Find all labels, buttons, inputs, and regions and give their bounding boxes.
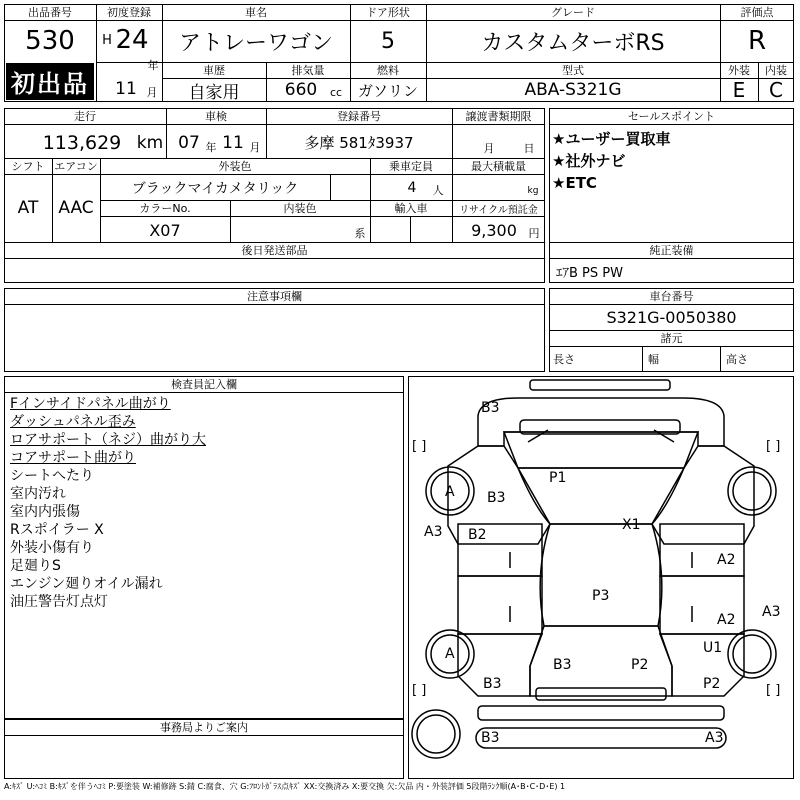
damage-label: A3: [705, 730, 724, 746]
spare-tire: [412, 710, 460, 758]
doc-month-unit: 月: [483, 142, 495, 155]
damage-label: P2: [631, 657, 649, 673]
damage-label: A: [445, 646, 455, 662]
bracket: [ ]: [412, 439, 427, 454]
damage-label: P1: [549, 470, 567, 486]
bracket: [ ]: [766, 683, 781, 698]
equipment-label: 純正装備: [649, 244, 694, 257]
inspector-remark: シートへたり: [10, 468, 94, 484]
first-reg-month-unit: 月: [146, 86, 158, 99]
dims-label: 諸元: [660, 332, 683, 345]
capacity-label: 乗車定員: [389, 160, 433, 173]
mileage-label: 走行: [74, 110, 96, 123]
rear-body: [530, 626, 672, 696]
inspector-remark: 室内汚れ: [10, 486, 66, 502]
recycle-unit: 円: [528, 227, 540, 240]
inspector-remark: ロアサポート（ネジ）曲がり大: [10, 432, 206, 448]
dims-length: 長さ: [553, 353, 575, 366]
colorno-value: X07: [149, 220, 181, 240]
load-label: 最大積載量: [471, 160, 526, 173]
front-body: [478, 398, 724, 446]
dims-width: 幅: [648, 353, 659, 366]
equipment-value: ｴｱB PS PW: [556, 265, 623, 281]
inspection-month: 11: [222, 133, 244, 153]
inspector-remark: 室内内張傷: [10, 504, 80, 520]
lot-label: 出品番号: [28, 6, 72, 19]
doors-label: ドア形状: [366, 6, 410, 19]
exterior-color-label: 外装色: [218, 160, 252, 173]
legend-text: A:ｷｽﾞ U:ﾍｺﾐ B:ｷｽﾞを伴うﾍｺﾐ P:要塗装 W:補修跡 S:錆 C:腐食、穴 G:ﾌﾛﾝﾄｶﾞﾗｽ点ｷｽﾞ XX:交換済み X:要交換 欠:欠品 内・外装評価 5段階ﾗﾝｸ順(A･B･C･D･E) 1: [4, 782, 566, 791]
front-bumper-top: [530, 380, 670, 390]
bracket: [ ]: [766, 439, 781, 454]
capacity-unit: 人: [432, 184, 444, 197]
mileage-unit: km: [136, 133, 164, 153]
first-reg-label: 初度登録: [107, 6, 151, 19]
notes-label: 注意事項欄: [247, 290, 302, 303]
first-listing-text: 初出品: [11, 70, 89, 98]
tailgate-strip: [476, 728, 726, 748]
shift-label: シフト: [11, 160, 45, 173]
inspector-remark: エンジン廻りオイル漏れ: [10, 576, 163, 592]
fuel-value: ガソリン: [357, 81, 418, 100]
displacement-label: 排気量: [291, 64, 325, 77]
sales-point: ★社外ナビ: [552, 152, 626, 170]
interior-grade: C: [769, 78, 783, 102]
inspector-remark: 足廻りS: [10, 558, 61, 574]
damage-label: P3: [592, 588, 610, 604]
wheel-front-right-inner: [733, 472, 771, 510]
sales-point: ★ユーザー買取車: [552, 130, 671, 148]
inspection-year: 07: [178, 133, 200, 153]
inspector-remark: 外装小傷有り: [10, 540, 94, 556]
doc-deadline-label: 譲渡書類期限: [465, 110, 532, 123]
doors-value: 5: [381, 28, 395, 54]
windshield-frame: [504, 432, 698, 468]
spare-tire-inner: [417, 715, 455, 753]
right-front-door: [660, 524, 744, 576]
damage-label: B3: [553, 657, 572, 673]
left-rear-door: [458, 576, 542, 634]
sales-points-list: [552, 128, 670, 194]
import-label: 輸入車: [394, 202, 428, 215]
exterior-color-value: ブラックマイカメタリック: [131, 181, 299, 197]
capacity-value: 4: [407, 180, 417, 196]
damage-label: A2: [717, 612, 736, 628]
interior-color-label: 内装色: [283, 202, 317, 215]
first-reg-year-unit: 年: [147, 59, 159, 72]
later-parts-label: 後日発送部品: [241, 244, 308, 257]
inspection-label: 車検: [205, 110, 227, 123]
rear-bumper-bottom: [478, 706, 724, 720]
inspection-month-unit: 月: [249, 141, 261, 154]
colorno-label: カラーNo.: [139, 202, 191, 215]
body-outline-right: [652, 446, 754, 544]
interior-label: 内装: [765, 64, 787, 77]
ac-label: エアコン: [54, 160, 98, 173]
grade-value: カスタムターボRS: [481, 30, 665, 56]
doc-day-unit: 日: [523, 142, 535, 155]
damage-label: A3: [762, 604, 781, 620]
dims-height: 高さ: [726, 353, 748, 366]
fuel-label: 燃料: [377, 64, 399, 77]
chassis-value: S321G-0050380: [606, 307, 737, 327]
interior-color-unit: 系: [354, 227, 366, 240]
damage-label: U1: [703, 640, 723, 656]
damage-label: B3: [481, 730, 500, 746]
inspector-remark: コアサポート曲がり: [10, 450, 136, 466]
car-diagram-svg: [408, 376, 794, 779]
lot-number: 530: [25, 26, 75, 56]
score-value: R: [747, 26, 767, 56]
displacement-unit: cc: [329, 85, 343, 99]
wheel-rear-right-inner: [733, 635, 771, 673]
damage-label: A: [445, 484, 455, 500]
load-unit: kg: [527, 186, 539, 196]
sales-point: ★ETC: [552, 174, 597, 192]
damage-label: B3: [487, 490, 506, 506]
cabin: [540, 524, 662, 626]
displacement-value: 660: [284, 80, 318, 100]
damage-label: A3: [424, 524, 443, 540]
inspector-remark: Rスポイラー X: [10, 522, 104, 538]
inspector-remark: 油圧警告灯点灯: [10, 594, 108, 610]
exterior-grade: E: [732, 78, 746, 102]
mileage-value: 113,629: [42, 132, 122, 154]
damage-label: P2: [703, 676, 721, 692]
score-label: 評価点: [740, 6, 774, 19]
damage-label: A2: [717, 552, 736, 568]
damage-label: B3: [481, 400, 500, 416]
grade-label: グレード: [551, 6, 595, 19]
hood: [518, 468, 684, 524]
inspector-label: 検査員記入欄: [171, 378, 237, 391]
inspection-year-unit: 年: [205, 141, 217, 154]
inspector-remark: ダッシュパネル歪み: [10, 414, 136, 430]
type-value: ABA-S321G: [524, 80, 622, 100]
model-name: アトレーワゴン: [178, 30, 333, 56]
recycle-value: 9,300: [471, 220, 517, 240]
wheel-front-right: [728, 467, 776, 515]
plate-label: 登録番号: [337, 110, 381, 123]
inspector-remark: Fインサイドパネル曲がり: [10, 396, 171, 412]
first-listing-badge: [6, 63, 94, 100]
rear-bumper: [536, 688, 666, 700]
ac-value: AAC: [58, 198, 94, 218]
history-label: 車歴: [203, 64, 225, 77]
first-reg-era: H: [102, 32, 112, 48]
sales-points-label: セールスポイント: [627, 110, 715, 123]
wheel-rear-right: [728, 630, 776, 678]
office-label: 事務局よりご案内: [160, 721, 248, 734]
plate-value: 多摩 581ﾀ3937: [304, 133, 414, 152]
damage-label: B2: [468, 527, 487, 543]
first-reg-month: 11: [115, 79, 137, 99]
exterior-label: 外装: [728, 64, 750, 77]
chassis-label: 車台番号: [649, 290, 694, 303]
model-label: 車名: [245, 6, 267, 19]
type-label: 型式: [562, 64, 584, 77]
damage-label: X1: [622, 517, 641, 533]
shift-value: AT: [17, 198, 39, 218]
history-value: 自家用: [188, 82, 240, 103]
damage-label: B3: [483, 676, 502, 692]
bracket: [ ]: [412, 683, 427, 698]
recycle-label: リサイクル預託金: [459, 204, 538, 216]
first-reg-year: 24: [115, 25, 149, 55]
